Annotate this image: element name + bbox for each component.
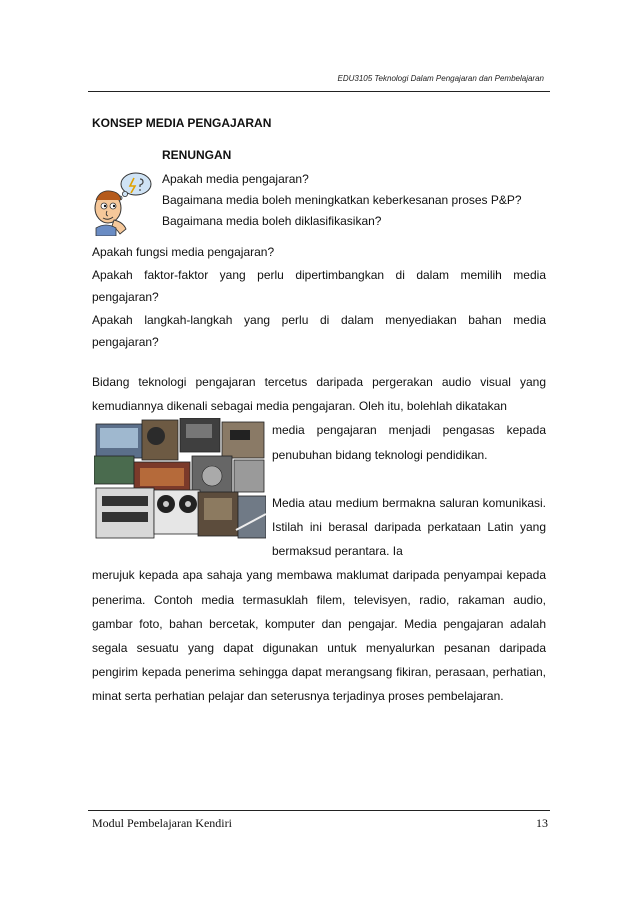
paragraph-beside-image: media pengajaran menjadi pengasas kepada penubuhan bidang teknologi pendidikan. <box>272 423 546 462</box>
renungan-title: RENUNGAN <box>162 148 232 162</box>
renungan-question: Apakah media pengajaran? <box>162 172 309 186</box>
question-list <box>92 241 546 354</box>
renungan-question: Bagaimana media boleh diklasifikasikan? <box>162 214 382 228</box>
page-number: 13 <box>536 816 548 830</box>
thinking-person-illustration <box>90 170 158 236</box>
body-text <box>92 370 546 709</box>
running-header: EDU3105 Teknologi Dalam Pengajaran dan Pembelajaran <box>337 74 544 83</box>
body-paragraph: merujuk kepada apa sahaja yang membawa maklumat daripada penyampai kepada penerima. Contoh media termasuklah filem, televisyen, radio, rakaman audio, gambar foto, bahan bercetak, komputer dan pengajar. Media pengajaran adalah segala sesuatu yang dapat digunakan untuk menyalurkan pesanan daripada pengirim kepada penerima sehingga dapat merangsang fikiran, perasaan, perhatian, minat serta perhatian pelajar dan seterusnya terjadinya proses pembelajaran. <box>92 568 546 704</box>
question-item: Apakah fungsi media pengajaran? <box>92 245 275 259</box>
footer-module-name: Modul Pembelajaran Kendiri <box>92 816 232 830</box>
renungan-box <box>162 148 522 232</box>
intro-paragraph: Bidang teknologi pengajaran tercetus daripada pergerakan audio visual yang kemudiannya dikenali sebagai media pengajaran. Oleh itu, bolehlah dikatakan <box>92 375 546 414</box>
renungan-question: Bagaimana media boleh meningkatkan keberkesanan proses P&P? <box>162 193 522 207</box>
footer-rule <box>88 810 550 811</box>
question-item: Apakah langkah-langkah yang perlu di dalam menyediakan bahan media pengajaran? <box>92 312 546 349</box>
question-item: Apakah faktor-faktor yang perlu dipertimbangkan di dalam memilih media pengajaran? <box>92 267 546 304</box>
paragraph-beside-image: Media atau medium bermakna saluran komunikasi. Istilah ini berasal daripada perkataan Latin yang bermaksud perantara. Ia <box>272 495 546 559</box>
paragraph-gap <box>92 467 546 491</box>
header-rule <box>88 91 550 92</box>
section-title: KONSEP MEDIA PENGAJARAN <box>92 116 272 130</box>
